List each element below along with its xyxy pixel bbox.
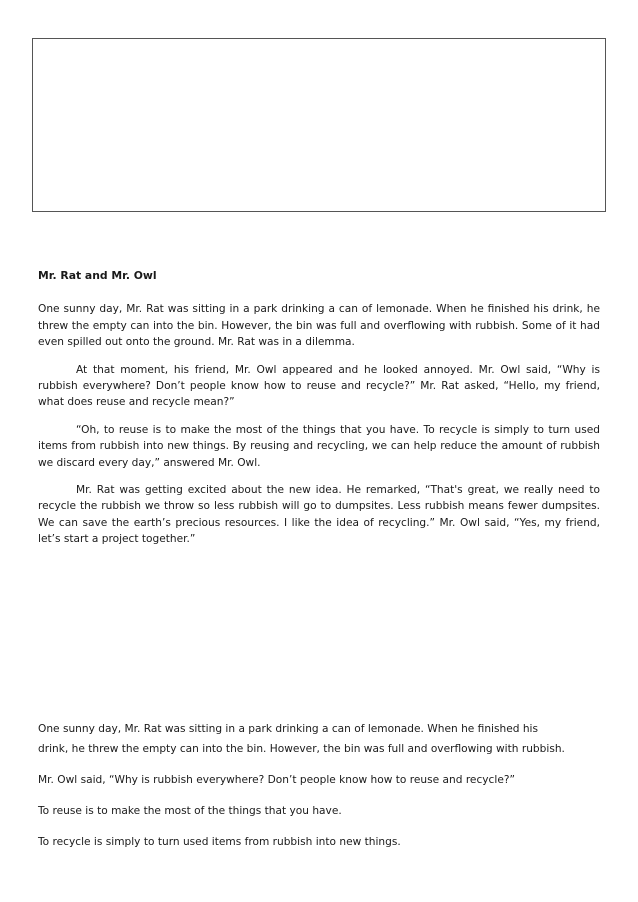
summary-line-4: To reuse is to make the most of the things that you have. xyxy=(38,805,342,817)
story-title: Mr. Rat and Mr. Owl xyxy=(38,269,157,282)
picture-frame xyxy=(32,38,606,212)
story-paragraph-3: “Oh, to reuse is to make the most of the things that you have. To recycle is simply to turn used items from rubbish into new things. By reusing and recycling, we can help reduce the amount of rubbish we discard every day,” answered Mr. Owl. xyxy=(38,423,600,469)
story-paragraph-4: Mr. Rat was getting excited about the new idea. He remarked, “That's great, we really need to recycle the rubbish we throw so less rubbish will go to dumpsites. Less rubbish means fewer dumpsites. We can save the earth’s precious resources. I like the idea of recycling.” Mr. Owl said, “Yes, my friend, let’s start a project together.” xyxy=(38,484,600,546)
summary-line-1: One sunny day, Mr. Rat was sitting in a park drinking a can of lemonade. When he finished his xyxy=(38,723,539,735)
story-section xyxy=(38,268,600,559)
summary-line-5: To recycle is simply to turn used items from rubbish into new things. xyxy=(38,836,401,848)
summary-line-2: drink, he threw the empty can into the bin. However, the bin was full and overflowing with rubbish. xyxy=(38,743,565,755)
summary-line-3: Mr. Owl said, “Why is rubbish everywhere? Don’t people know how to reuse and recycle?” xyxy=(38,774,515,786)
summary-section xyxy=(38,719,608,863)
story-paragraph-2: At that moment, his friend, Mr. Owl appeared and he looked annoyed. Mr. Owl said, “Why is rubbish everywhere? Don’t people know how to reuse and recycle?” Mr. Rat asked, “Hello, my friend, what does reuse and recycle mean?” xyxy=(38,363,600,409)
story-paragraph-1: One sunny day, Mr. Rat was sitting in a park drinking a can of lemonade. When he finished his drink, he threw the empty can into the bin. However, the bin was full and overflowing with rubbish. Some of it had even spilled out onto the ground. Mr. Rat was in a dilemma. xyxy=(38,303,600,349)
